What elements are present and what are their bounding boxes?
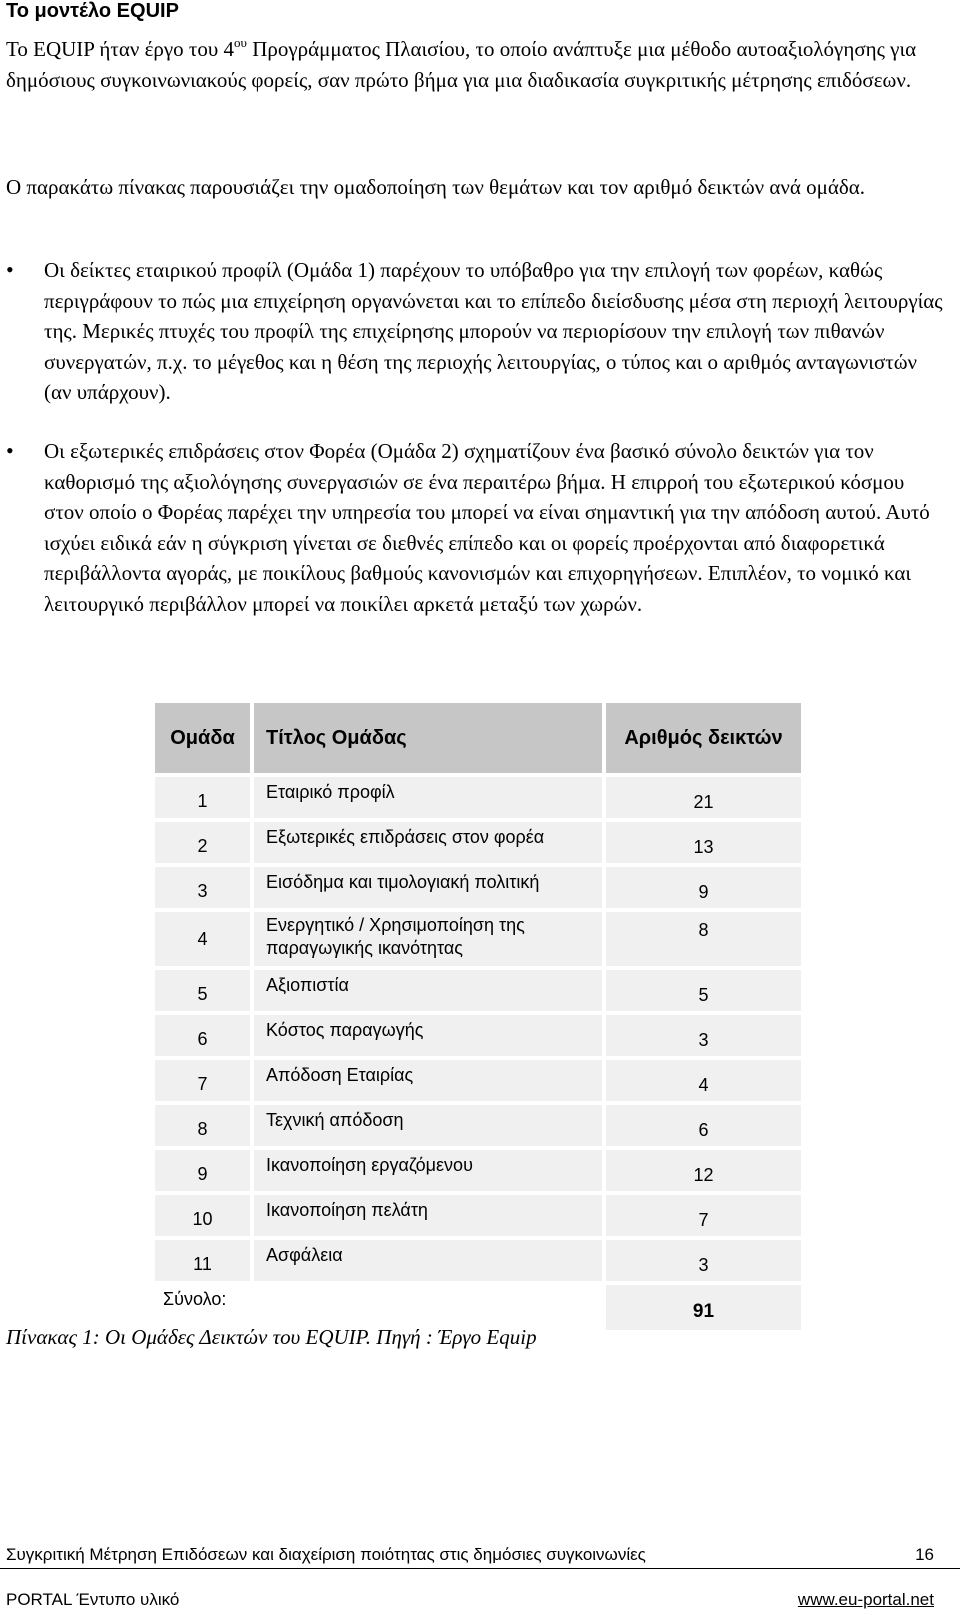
indicator-count-cell: 6 <box>606 1105 801 1146</box>
indicator-count-cell: 21 <box>606 777 801 818</box>
footer-label: PORTAL Έντυπο υλικό <box>6 1590 180 1609</box>
indicator-count-cell: 4 <box>606 1060 801 1101</box>
intro-paragraph <box>6 34 941 95</box>
bullet-item-group-1: Οι δείκτες εταιρικού προφίλ (Ομάδα 1) παρέχουν το υπόβαθρο για την επιλογή των φορέων, καθώς περιγράφουν το πώς μια επιχείρηση οργανώνεται και το επίπεδο διείσδυσης μέσα στη περιοχή λειτουργίας της. Μερικές πτυχές του προφίλ της επιχείρησης μπορούν να περιορίσουν την επιλογή των πιθανών συνεργατών, π.χ. το μέγεθος και η θέση της περιοχής λειτουργίας, ο τύπος και ο αριθμός ανταγωνιστών (αν υπάρχουν). <box>44 258 943 404</box>
header-indicator-count: Αριθμός δεικτών <box>606 703 801 773</box>
table-total-row <box>155 1285 801 1326</box>
table-row <box>155 970 801 1011</box>
table-row <box>155 1240 801 1281</box>
group-number-cell: 9 <box>155 1150 250 1191</box>
table-row <box>155 1105 801 1146</box>
table-intro-paragraph: Ο παρακάτω πίνακας παρουσιάζει την ομαδοποίηση των θεμάτων και τον αριθμό δεικτών ανά ομάδα. <box>6 175 866 199</box>
table-caption: Πίνακας 1: Οι Ομάδες Δεικτών του EQUIP. Πηγή : Έργο Equip <box>6 1325 537 1349</box>
group-number-cell: 8 <box>155 1105 250 1146</box>
total-value: 91 <box>606 1285 801 1330</box>
bullet-item-group-2: Οι εξωτερικές επιδράσεις στον Φορέα (Ομάδα 2) σχηματίζουν ένα βασικό σύνολο δεικτών για τον καθορισμό της αξιολόγησης συνεργασιών σε ένα περαιτέρω βήμα. Η επιρροή του εξωτερικού κόσμου στον οποίο ο Φορέας παρέχει την υπηρεσία του μπορεί να είναι σημαντική για την απόδοση αυτού. Αυτό ισχύει ειδικά εάν η σύγκριση γίνεται σε διεθνές επίπεδο και οι φορείς προέρχονται από διαφορετικά περιβάλλοντα αγοράς, με ποικίλους βαθμούς κανονισμών και επιχορηγήσεων. Επιπλέον, το νομικό και λειτουργικό περιβάλλον μπορεί να ποικίλει αρκετά μεταξύ των χωρών. <box>44 439 930 616</box>
indicator-count-cell: 8 <box>606 912 801 966</box>
group-number-cell: 1 <box>155 777 250 818</box>
intro-text-start: Το EQUIP ήταν έργο του 4 <box>6 37 235 61</box>
total-label: Σύνολο: <box>163 1289 227 1309</box>
table-row <box>155 912 801 966</box>
table-row <box>155 777 801 818</box>
group-title-cell: Κόστος παραγωγής <box>254 1015 602 1056</box>
group-title-cell: Ικανοποίηση πελάτη <box>254 1195 602 1236</box>
group-title-cell: Ικανοποίηση εργαζόμενου <box>254 1150 602 1191</box>
section-heading: Το μοντέλο EQUIP <box>6 0 179 22</box>
table-header-row <box>155 703 801 773</box>
indicator-count-cell: 3 <box>606 1240 801 1281</box>
bullet-marker: • <box>6 257 14 282</box>
bullet-marker: • <box>6 438 14 463</box>
indicator-count-cell: 12 <box>606 1150 801 1191</box>
group-title-cell: Τεχνική απόδοση <box>254 1105 602 1146</box>
page-number: 16 <box>915 1545 934 1564</box>
indicator-count-cell: 9 <box>606 867 801 908</box>
group-title-cell: Εξωτερικές επιδράσεις στον φορέα <box>254 822 602 863</box>
group-number-cell: 4 <box>155 912 250 966</box>
group-number-cell: 10 <box>155 1195 250 1236</box>
group-number-cell: 7 <box>155 1060 250 1101</box>
group-number-cell: 11 <box>155 1240 250 1281</box>
group-number-cell: 5 <box>155 970 250 1011</box>
group-title-cell: Εισόδημα και τιμολογιακή πολιτική <box>254 867 602 908</box>
table-row <box>155 1150 801 1191</box>
group-number-cell: 3 <box>155 867 250 908</box>
footer-title: Συγκριτική Μέτρηση Επιδόσεων και διαχείριση ποιότητας στις δημόσιες συγκοινωνίες <box>6 1545 646 1564</box>
table-row <box>155 1060 801 1101</box>
group-title-cell: Ασφάλεια <box>254 1240 602 1281</box>
footer-website-link[interactable]: www.eu-portal.net <box>797 1590 934 1609</box>
intro-text-end: Προγράμματος Πλαισίου, το οποίο ανάπτυξε μια μέθοδο αυτοαξιολόγησης για δημόσιους συγκοινωνιακούς φορείς, σαν πρώτο βήμα για μια διαδικασία συγκριτικής μέτρησης επιδόσεων. <box>6 37 917 92</box>
indicator-count-cell: 5 <box>606 970 801 1011</box>
header-group-title: Τίτλος Ομάδας <box>254 703 602 773</box>
table-row <box>155 867 801 908</box>
indicator-count-cell: 7 <box>606 1195 801 1236</box>
group-number-cell: 2 <box>155 822 250 863</box>
ordinal-superscript: ου <box>234 35 247 50</box>
group-title-cell: Ενεργητικό / Χρησιμοποίηση της παραγωγικής ικανότητας <box>254 912 602 966</box>
group-number-cell: 6 <box>155 1015 250 1056</box>
table-row <box>155 1195 801 1236</box>
group-title-cell: Αξιοπιστία <box>254 970 602 1011</box>
table-row <box>155 822 801 863</box>
group-title-cell: Απόδοση Εταιρίας <box>254 1060 602 1101</box>
group-title-cell: Εταιρικό προφίλ <box>254 777 602 818</box>
indicator-count-cell: 3 <box>606 1015 801 1056</box>
header-group: Ομάδα <box>155 703 250 773</box>
table-row <box>155 1015 801 1056</box>
footer-divider <box>0 1568 960 1569</box>
indicator-count-cell: 13 <box>606 822 801 863</box>
